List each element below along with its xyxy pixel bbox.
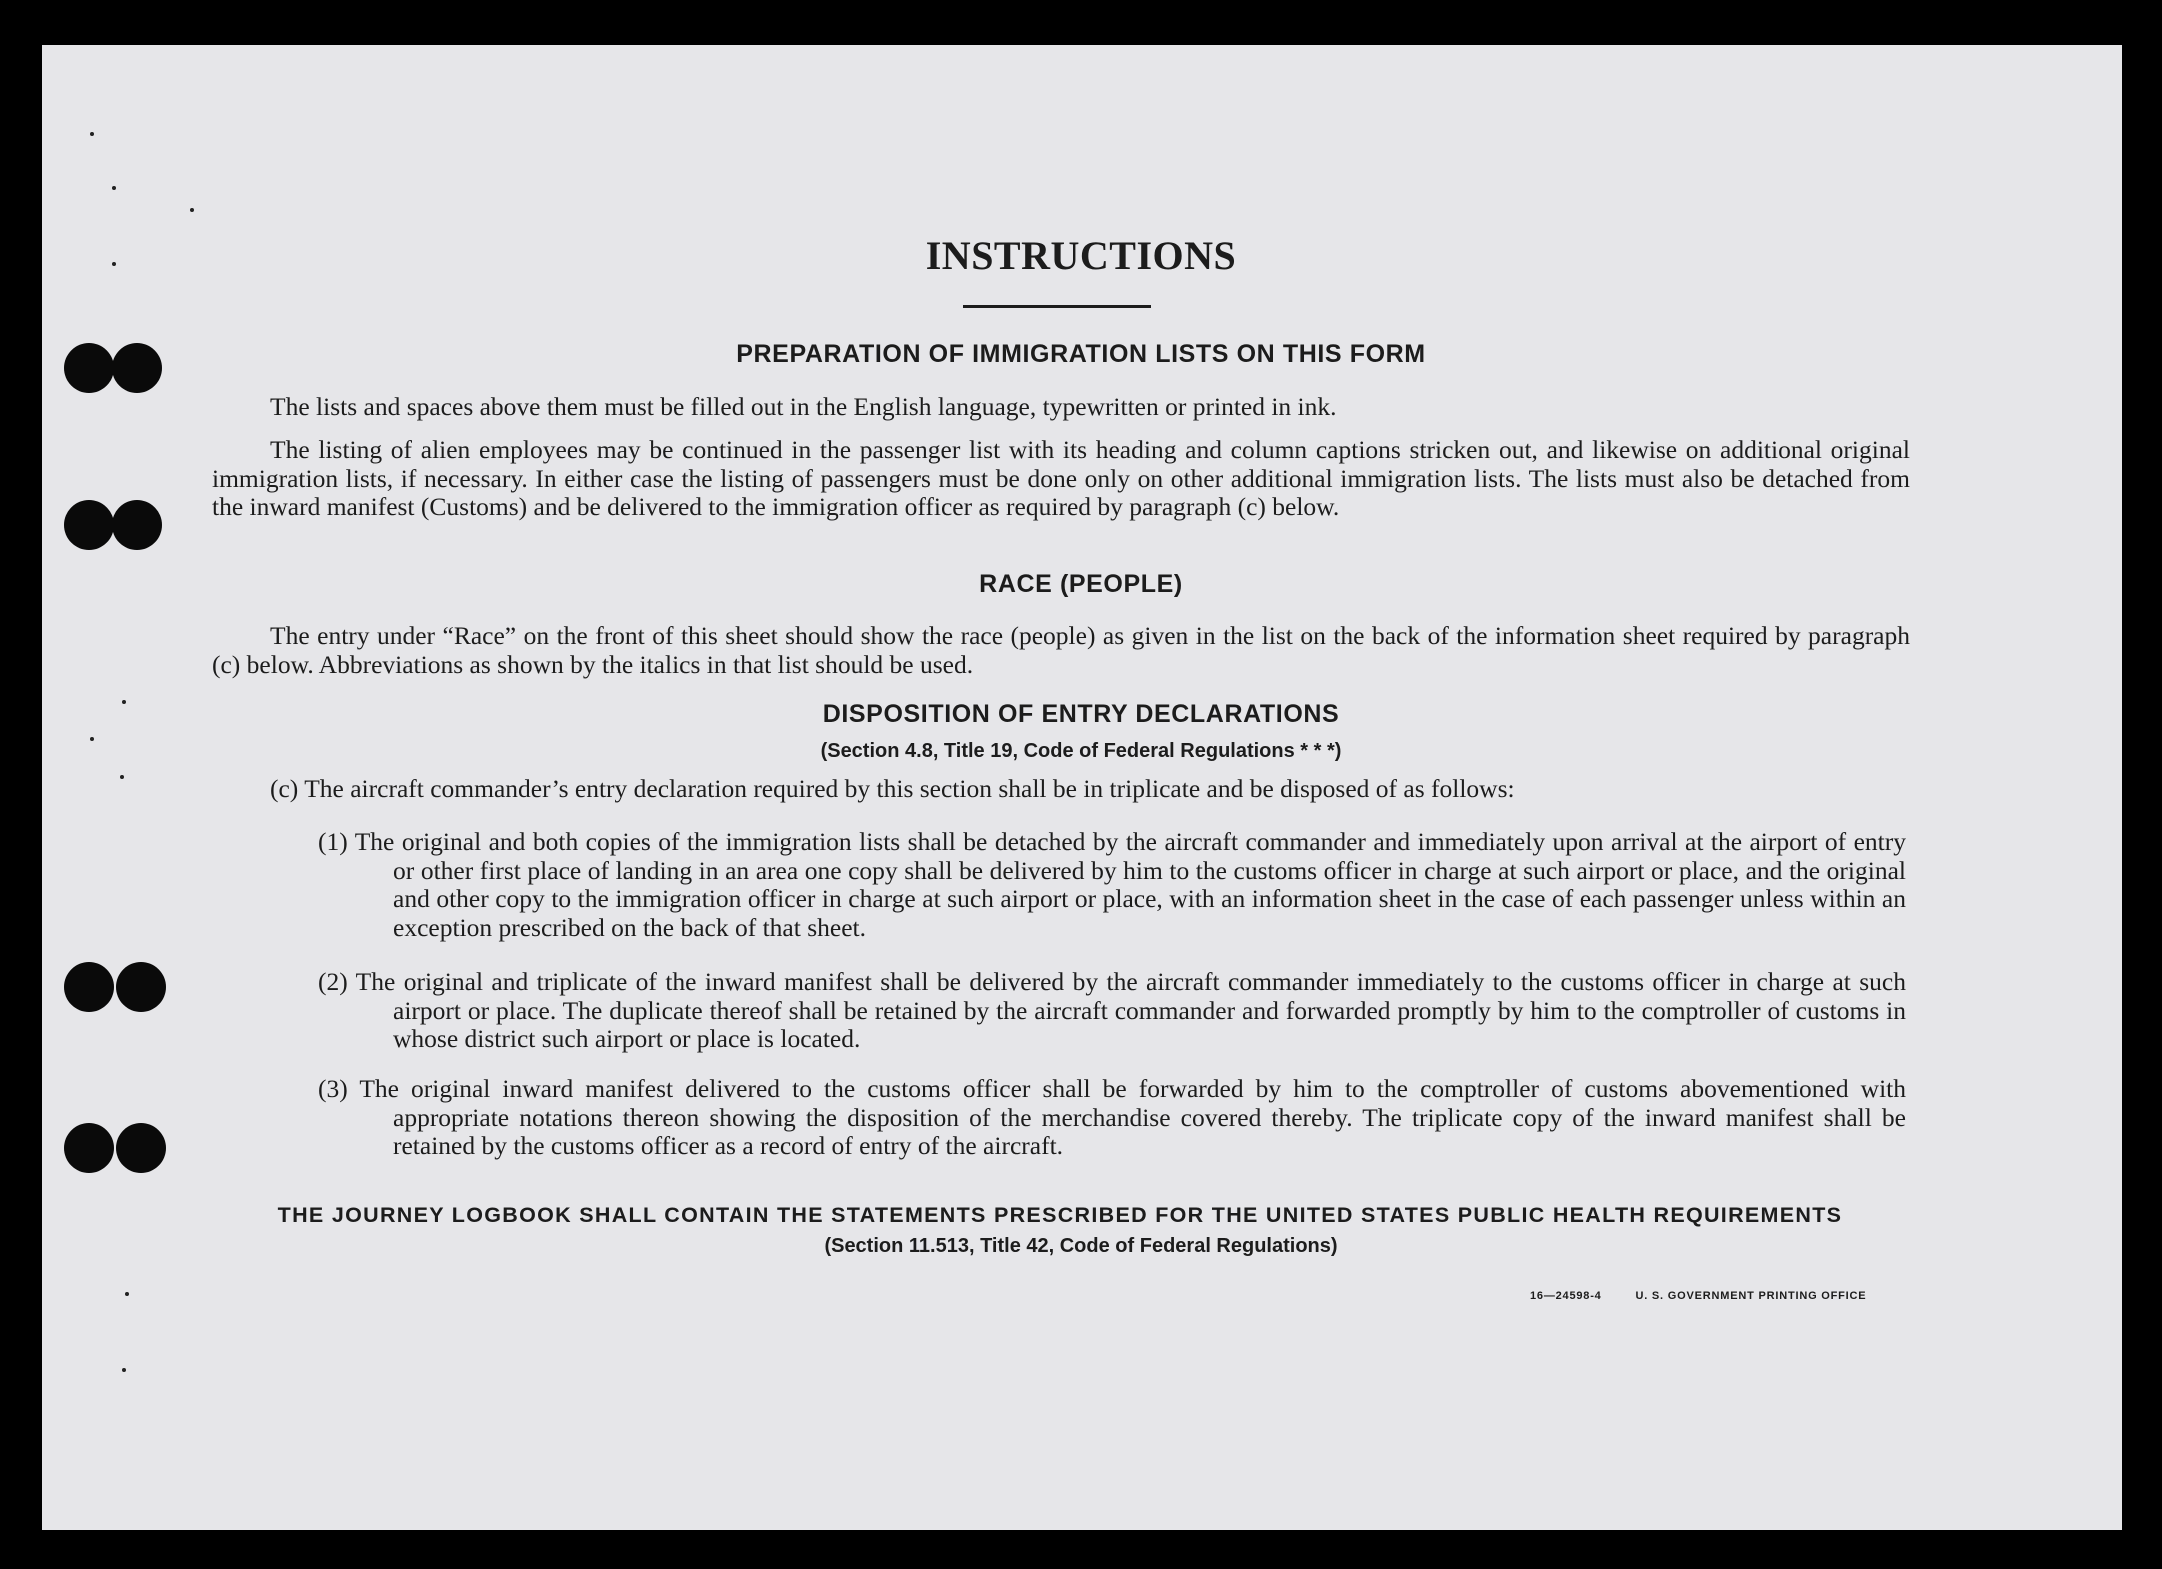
punch-hole bbox=[64, 962, 114, 1012]
punch-hole bbox=[112, 500, 162, 550]
speck-mark bbox=[90, 132, 94, 136]
punch-hole bbox=[64, 500, 114, 550]
speck-mark bbox=[112, 186, 116, 190]
form-number: 16—24598-4 bbox=[1530, 1290, 1602, 1302]
disposition-item-1: (1) The original and both copies of the immigration lists shall be detached by the aircraft commander and immediately upon arrival at the airport of entry or other first place of landing in an area one copy shall be delivered by him to the customs officer in charge at such airport or place, and the original and other copy to the immigration officer in charge at such airport or place, with an information sheet in the case of each passenger unless within an exception prescribed on the back of that sheet. bbox=[318, 827, 1906, 942]
journey-logbook-statement: THE JOURNEY LOGBOOK SHALL CONTAIN THE STATEMENTS PRESCRIBED FOR THE UNITED STATES PUBLIC HEALTH REQUIREMENTS bbox=[277, 1203, 1843, 1227]
page-title: INSTRUCTIONS bbox=[925, 233, 1237, 278]
disposition-item-3: (3) The original inward manifest delivered to the customs officer shall be forwarded by him to the comptroller of customs abovementioned with appropriate notations thereon showing the disposition of the merchandise covered thereby. The triplicate copy of the inward manifest shall be retained by the customs officer as a record of entry of the aircraft. bbox=[318, 1074, 1906, 1160]
punch-hole bbox=[64, 1123, 114, 1173]
disposition-paragraph-c: (c) The aircraft commander’s entry declaration required by this section shall be in triplicate and be disposed of as follows: bbox=[270, 774, 1515, 803]
disposition-heading: DISPOSITION OF ENTRY DECLARATIONS bbox=[822, 700, 1340, 728]
race-paragraph: The entry under “Race” on the front of this sheet should show the race (people) as given in the list on the back of the information sheet required by paragraph (c) below. Abbreviations as shown by the italics in that list should be used. bbox=[212, 621, 1910, 679]
disposition-citation: (Section 4.8, Title 19, Code of Federal Regulations * * *) bbox=[820, 740, 1342, 762]
preparation-heading: PREPARATION OF IMMIGRATION LISTS ON THIS FORM bbox=[736, 340, 1426, 368]
title-underline bbox=[963, 305, 1151, 308]
printer-name: U. S. GOVERNMENT PRINTING OFFICE bbox=[1635, 1290, 1867, 1302]
punch-hole bbox=[116, 962, 166, 1012]
preparation-paragraph-2: The listing of alien employees may be continued in the passenger list with its heading and column captions stricken out, and likewise on additional original immigration lists, if necessary. In either case the listing of passengers must be done only on other additional immigration lists. The lists must also be detached from the inward manifest (Customs) and be delivered to the immigration officer as required by paragraph (c) below. bbox=[212, 435, 1910, 521]
race-heading: RACE (PEOPLE) bbox=[979, 570, 1183, 598]
preparation-paragraph-1: The lists and spaces above them must be filled out in the English language, typewritten or printed in ink. bbox=[270, 392, 1337, 421]
speck-mark bbox=[125, 1292, 129, 1296]
printer-imprint bbox=[1530, 1290, 1896, 1302]
speck-mark bbox=[120, 775, 124, 779]
punch-hole bbox=[116, 1123, 166, 1173]
speck-mark bbox=[190, 208, 194, 212]
journey-logbook-citation: (Section 11.513, Title 42, Code of Federal Regulations) bbox=[824, 1235, 1338, 1257]
disposition-item-2: (2) The original and triplicate of the inward manifest shall be delivered by the aircraft commander immediately to the customs officer in charge at such airport or place. The duplicate thereof shall be retained by the aircraft commander and forwarded promptly by him to the comptroller of customs in whose district such airport or place is located. bbox=[318, 967, 1906, 1053]
speck-mark bbox=[122, 1368, 126, 1372]
